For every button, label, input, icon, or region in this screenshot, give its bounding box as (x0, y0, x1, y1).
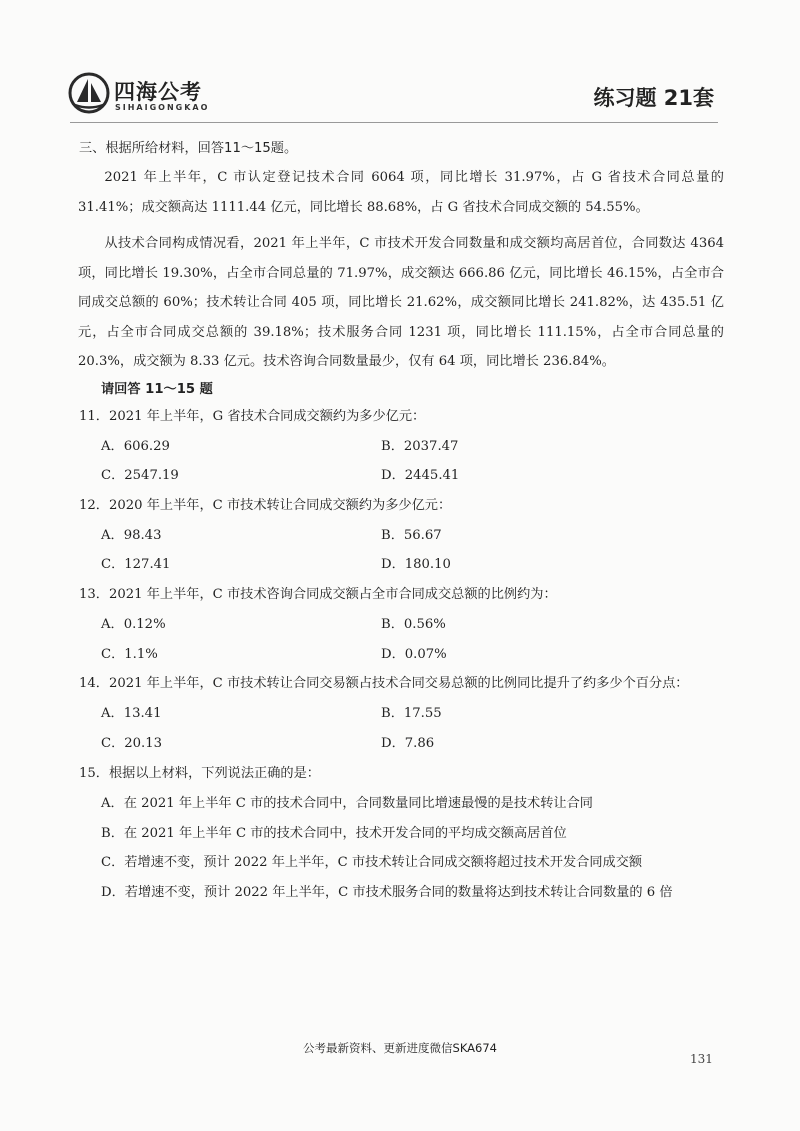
section-title: 三、根据所给材料，回答11～15题。 (79, 141, 298, 156)
question-11-option-b: B．2037.47 (381, 439, 459, 454)
question-11-option-a: A．606.29 (101, 439, 170, 454)
page-title: 练习题 21套 (593, 86, 714, 110)
question-14-option-c: C．20.13 (101, 736, 163, 751)
question-15-option-b: B．在 2021 年上半年 C 市的技术合同中，技术开发合同的平均成交额高居首位 (101, 826, 567, 841)
footer-note: 公考最新资料、更新进度微信SKA674 (303, 1041, 497, 1055)
question-14-option-a: A．13.41 (101, 706, 162, 721)
question-15-option-a: A．在 2021 年上半年 C 市的技术合同中，合同数量同比增速最慢的是技术转让合同 (101, 796, 593, 811)
question-13-option-a: A．0.12% (101, 617, 166, 632)
question-15-stem: 15．根据以上材料，下列说法正确的是： (79, 766, 320, 781)
material-paragraph-2: 从技术合同构成情况看，2021 年上半年，C 市技术开发合同数量和成交额均高居首位，合同数达 4364 项，同比增长 19.30%，占全市合同总量的 71.97%，成交额达 666.86 亿元，同比增长 46.15%，占全市合同成交总额的 60%；技术转让合同 405 项，同比增长 21.62%，成交额同比增长 241.82%，达 435.51 亿元，占全市合同成交总额的 39.18%；技术服务合同 1231 项，同比增长 111.15%，占全市合同总量的 20.3%，成交额为 8.33 亿元。技术咨询合同数量最少，仅有 64 项，同比增长 236.84%。 (78, 236, 724, 369)
page-number: 131 (690, 1052, 713, 1066)
question-12-option-b: B．56.67 (381, 528, 442, 543)
question-14-option-b: B．17.55 (381, 706, 442, 721)
question-12-option-c: C．127.41 (101, 557, 171, 572)
material-paragraph-1: 2021 年上半年，C 市认定登记技术合同 6064 项，同比增长 31.97%，占 G 省技术合同总量的 31.41%；成交额高达 1111.44 亿元，同比增长 88.68%，占 G 省技术合同成交额的 54.55%。 (78, 170, 724, 215)
question-14-option-d: D．7.86 (381, 736, 435, 751)
question-14-stem: 14．2021 年上半年，C 市技术转让合同交易额占技术合同交易总额的比例同比提升了约多少个百分点： (79, 676, 689, 691)
sailboat-logo-icon (68, 72, 110, 114)
logo-english-text: SIHAIGONGKAO (115, 103, 210, 112)
question-11-option-d: D．2445.41 (381, 468, 460, 483)
question-13-option-c: C．1.1% (101, 647, 158, 662)
brand-logo (68, 72, 218, 120)
question-13-option-b: B．0.56% (381, 617, 446, 632)
question-15-option-d: D．若增速不变，预计 2022 年上半年，C 市技术服务合同的数量将达到技术转让合同数量的 6 倍 (101, 885, 673, 900)
question-12-option-a: A．98.43 (101, 528, 162, 543)
question-13-stem: 13．2021 年上半年，C 市技术咨询合同成交额占全市合同成交总额的比例约为： (79, 587, 557, 602)
question-12-stem: 12．2020 年上半年，C 市技术转让合同成交额约为多少亿元： (79, 498, 452, 513)
question-15-option-c: C．若增速不变，预计 2022 年上半年，C 市技术转让合同成交额将超过技术开发合同成交额 (101, 855, 643, 870)
question-13-option-d: D．0.07% (381, 647, 447, 662)
question-prompt: 请回答 11～15 题 (101, 382, 213, 397)
question-12-option-d: D．180.10 (381, 557, 451, 572)
logo-chinese-text: 四海公考 (114, 80, 202, 104)
question-11-option-c: C．2547.19 (101, 468, 179, 483)
header-divider (70, 122, 718, 123)
question-11-stem: 11．2021 年上半年，G 省技术合同成交额约为多少亿元： (79, 409, 426, 424)
